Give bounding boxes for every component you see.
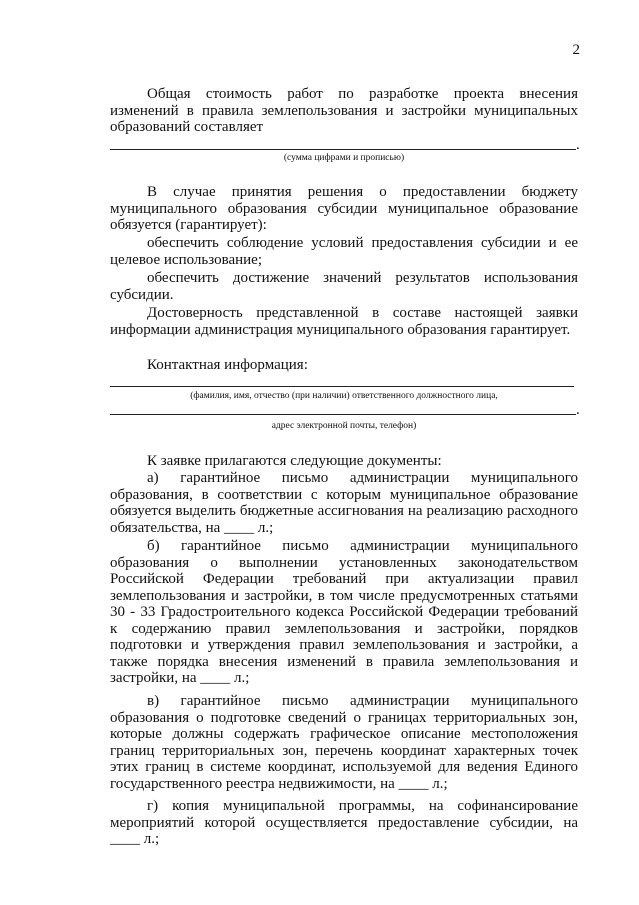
contact-name-line xyxy=(110,386,574,387)
subsidy-obligation-paragraph: В случае принятия решения о предоставлении бюджету муниципального образования субсидии муниципальное образование обязуется (гарантирует): xyxy=(110,184,578,233)
cost-line-end: . xyxy=(576,137,580,153)
document-item-d: г) копия муниципальной программы, на софинансирование мероприятий которой осуществляется предоставление субсидии, на ____ л.; xyxy=(110,798,578,847)
reliability-paragraph: Достоверность представленной в составе настоящей заявки информации администрация муниципального образования гарантирует. xyxy=(110,305,578,338)
document-item-b: б) гарантийное письмо администрации муниципального образования о выполнении установленных законодательством Российской Федерации требований при актуализации правил землепользования и застройки, в том числе предусмотренных статьями 30 - 33 Градостроительного кодекса Российской Федерации требований к содержанию правил землепользования и застройки, порядков подготовки и утверждения правил землепользования и застройки, а также порядка внесения изменений в правила землепользования и застройки, на ____ л.; xyxy=(110,538,578,686)
document-item-c: в) гарантийное письмо администрации муниципального образования о подготовке сведений о границах территориальных зон, которые должны содержать графическое описание местоположения границ территориальных зон, перечень координат характерных точек этих границ в системе координат, используемой для ведения Единого государственного реестра недвижимости, на ____ л.; xyxy=(110,693,578,792)
contact-email-caption: адрес электронной почты, телефон) xyxy=(271,421,417,431)
documents-intro: К заявке прилагаются следующие документы: xyxy=(147,453,442,469)
cost-paragraph: Общая стоимость работ по разработке проекта внесения изменений в правила землепользования и застройки муниципальных образований составляет xyxy=(110,86,578,135)
subsidy-conditions-paragraph: обеспечить соблюдение условий предоставления субсидии и ее целевое использование; xyxy=(110,235,578,268)
subsidy-results-paragraph: обеспечить достижение значений результатов использования субсидии. xyxy=(110,270,578,303)
cost-amount-caption: (сумма цифрами и прописью) xyxy=(283,153,405,163)
contact-email-line xyxy=(110,414,576,415)
cost-amount-line xyxy=(110,149,576,150)
document-item-a: а) гарантийное письмо администрации муниципального образования, в соответствии с которым муниципальное образование обязуется выделить бюджетные ассигнования на реализацию расходного обязательства, на ____ л.; xyxy=(110,470,578,536)
contact-line-end: . xyxy=(576,402,580,418)
contact-name-caption: (фамилия, имя, отчество (при наличии) ответственного должностного лица, xyxy=(190,391,498,401)
contact-info-label: Контактная информация: xyxy=(147,357,308,373)
page-number: 2 xyxy=(572,42,580,58)
